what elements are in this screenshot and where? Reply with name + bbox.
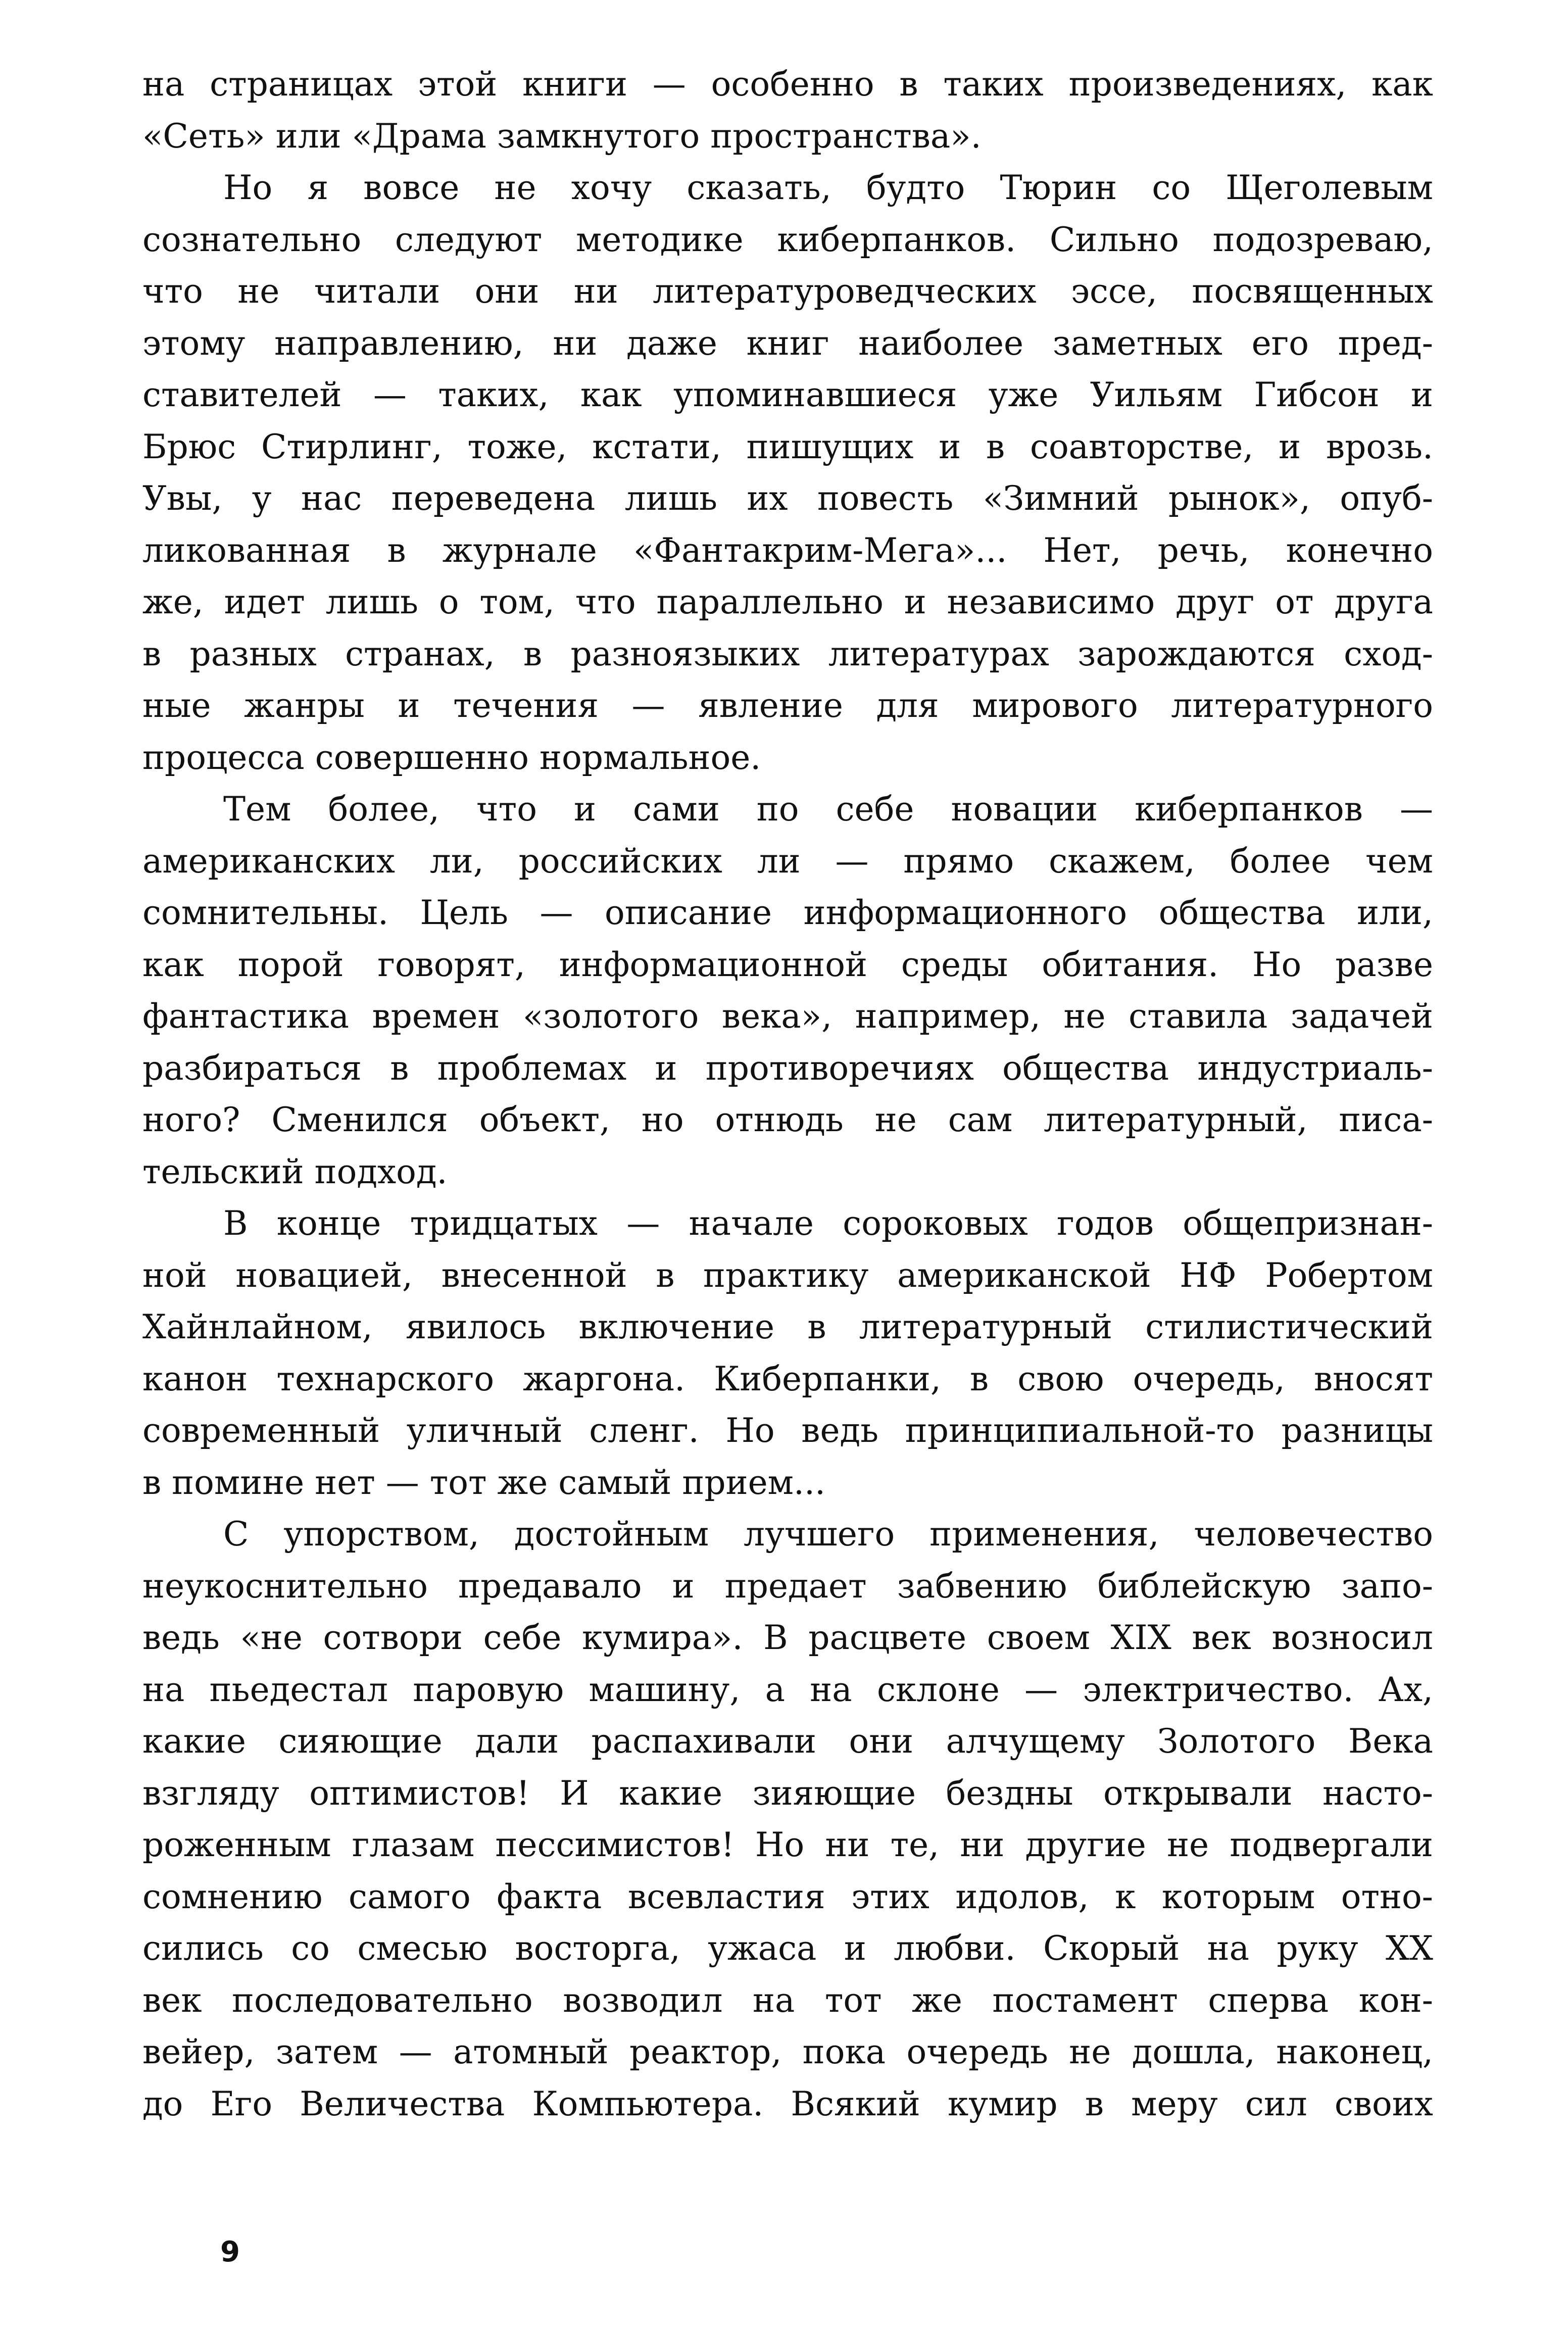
text-line: Но я вовсе не хочу сказать, будто Тюрин со Щеголевым xyxy=(223,168,1433,207)
text-line: американских ли, российских ли — прямо скажем, более чем xyxy=(142,842,1433,881)
text-line: сомнительны. Цель — описание информационного общества или, xyxy=(142,893,1433,932)
text-line: на страницах этой книги — особенно в таких произведениях, как xyxy=(142,65,1433,104)
text-line: до Его Величества Компьютера. Всякий кумир в меру сил своих xyxy=(142,2085,1433,2123)
text-line: ного? Сменился объект, но отнюдь не сам литературный, писа- xyxy=(142,1100,1433,1139)
text-line: ставителей — таких, как упоминавшиеся уже Уильям Гибсон и xyxy=(142,375,1433,414)
text-line: в помине нет — тот же самый прием... xyxy=(142,1463,825,1502)
text-line: же, идет лишь о том, что параллельно и независимо друг от друга xyxy=(142,583,1433,621)
text-line: на пьедестал паровую машину, а на склоне — электричество. Ах, xyxy=(142,1670,1433,1709)
text-line: сознательно следуют методике киберпанков. Сильно подозреваю, xyxy=(142,220,1433,259)
text-line: Тем более, что и сами по себе новации киберпанков — xyxy=(223,790,1433,829)
text-line: ные жанры и течения — явление для мирового литературного xyxy=(142,686,1433,725)
text-line: век последовательно возводил на тот же постамент сперва кон- xyxy=(142,1981,1433,2020)
text-line: ликованная в журнале «Фантакрим-Мега»... Нет, речь, конечно xyxy=(142,531,1433,570)
text-line: тельский подход. xyxy=(142,1152,448,1191)
page-number: 9 xyxy=(220,2236,240,2268)
text-line: разбираться в проблемах и противоречиях общества индустриаль- xyxy=(142,1049,1433,1088)
text-line: Брюс Стирлинг, тоже, кстати, пишущих и в соавторстве, и врозь. xyxy=(142,427,1433,466)
text-line: процесса совершенно нормальное. xyxy=(142,738,761,777)
text-line: сомнению самого факта всевластия этих идолов, к которым отно- xyxy=(142,1877,1433,1916)
text-line: Хайнлайном, явилось включение в литературный стилистический xyxy=(142,1307,1433,1346)
text-line: в разных странах, в разноязыких литературах зарождаются сход- xyxy=(142,635,1433,673)
text-line: В конце тридцатых — начале сороковых годов общепризнан- xyxy=(223,1204,1433,1243)
text-line: вейер, затем — атомный реактор, пока очередь не дошла, наконец, xyxy=(142,2032,1433,2071)
text-line: какие сияющие дали распахивали они алчущему Золотого Века xyxy=(142,1722,1433,1761)
text-line: канон технарского жаргона. Киберпанки, в свою очередь, вносят xyxy=(142,1360,1433,1398)
text-line: роженным глазам пессимистов! Но ни те, ни другие не подвергали xyxy=(142,1825,1433,1864)
text-line: С упорством, достойным лучшего применения, человечество xyxy=(223,1515,1433,1554)
text-line: современный уличный сленг. Но ведь принципиальной-то разницы xyxy=(142,1411,1433,1450)
text-line: взгляду оптимистов! И какие зияющие бездны открывали насто- xyxy=(142,1774,1433,1813)
text-line: ной новацией, внесенной в практику американской НФ Робертом xyxy=(142,1256,1433,1295)
text-line: фантастика времен «золотого века», например, не ставила задачей xyxy=(142,997,1433,1036)
text-line: этому направлению, ни даже книг наиболее заметных его пред- xyxy=(142,324,1433,363)
text-line: Увы, у нас переведена лишь их повесть «Зимний рынок», опуб- xyxy=(142,479,1433,518)
text-line: сились со смесью восторга, ужаса и любви. Скорый на руку XX xyxy=(142,1929,1433,1968)
text-line: как порой говорят, информационной среды обитания. Но разве xyxy=(142,945,1433,984)
text-line: что не читали они ни литературоведческих эссе, посвященных xyxy=(142,272,1433,311)
text-line: неукоснительно предавало и предает забвению библейскую запо- xyxy=(142,1567,1433,1606)
text-line: ведь «не сотвори себе кумира». В расцвете своем XIX век возносил xyxy=(142,1618,1433,1657)
text-line: «Сеть» или «Драма замкнутого пространства». xyxy=(142,117,982,156)
